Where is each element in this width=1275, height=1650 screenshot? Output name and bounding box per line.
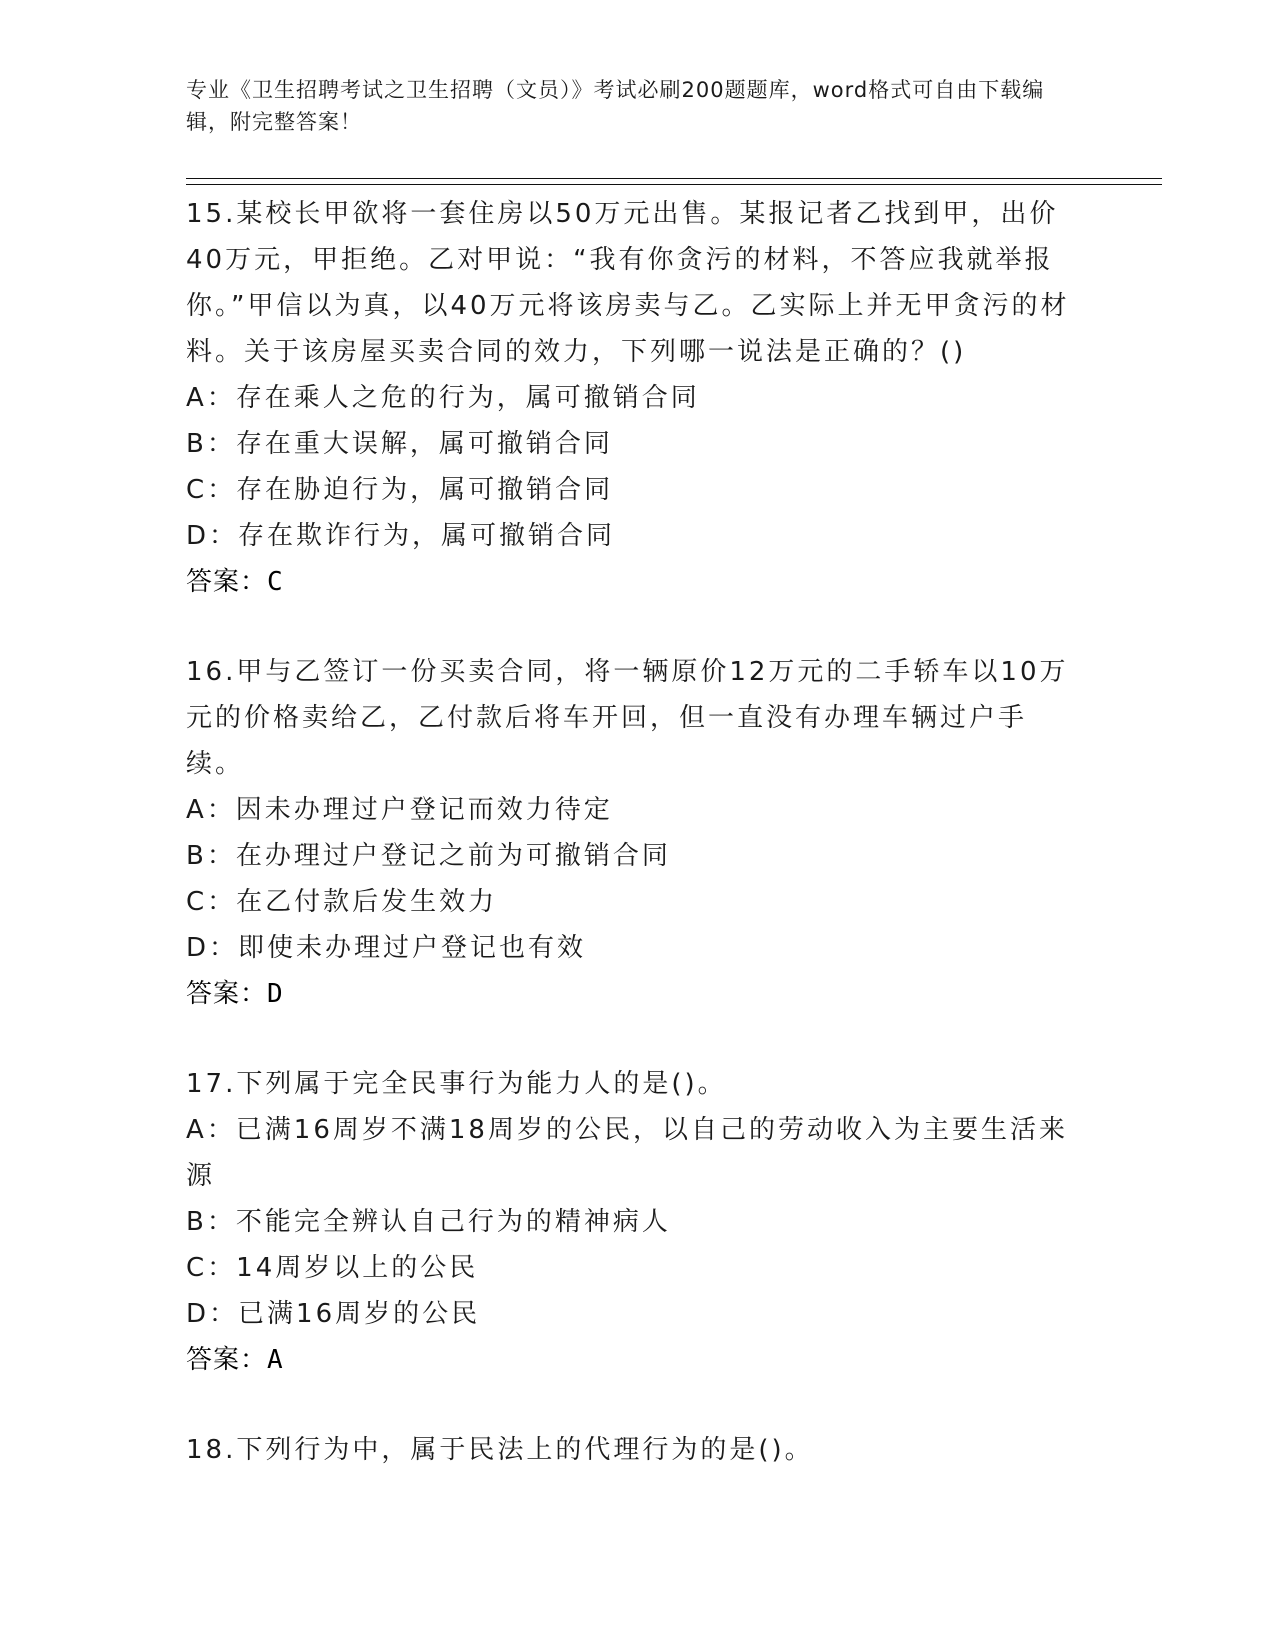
- option-d: D：即使未办理过户登记也有效: [186, 933, 587, 963]
- answer-label: 答案：: [186, 1345, 268, 1375]
- answer-value: A: [267, 1345, 284, 1375]
- answer-value: D: [267, 979, 284, 1009]
- question-list: [186, 191, 1076, 1517]
- question-stem: 18.下列行为中，属于民法上的代理行为的是()。: [186, 1435, 814, 1465]
- option-c: C：在乙付款后发生效力: [186, 887, 498, 917]
- option-b: B：存在重大误解，属可撤销合同: [186, 429, 613, 459]
- document-header: 专业《卫生招聘考试之卫生招聘（文员）》考试必刷200题题库，word格式可自由下载编辑，附完整答案！: [186, 78, 1045, 134]
- answer-line: [186, 559, 1076, 605]
- answer-line: [186, 971, 1076, 1017]
- option-c: C：存在胁迫行为，属可撤销合同: [186, 475, 614, 505]
- option-a: A：因未办理过户登记而效力待定: [186, 795, 613, 825]
- option-a: A：已满16周岁不满18周岁的公民，以自己的劳动收入为主要生活来源: [186, 1115, 1068, 1191]
- question-stem: 17.下列属于完全民事行为能力人的是()。: [186, 1069, 727, 1099]
- question-18: [186, 1427, 1076, 1473]
- header-divider-top: [186, 178, 1162, 179]
- answer-label: 答案：: [186, 979, 268, 1009]
- option-d: D：已满16周岁的公民: [186, 1299, 481, 1329]
- question-stem: 16.甲与乙签订一份买卖合同，将一辆原价12万元的二手轿车以10万元的价格卖给乙，乙付款后将车开回，但一直没有办理车辆过户手续。: [186, 657, 1069, 779]
- question-stem: 15.某校长甲欲将一套住房以50万元出售。某报记者乙找到甲，出价40万元，甲拒绝。乙对甲说：“我有你贪污的材料，不答应我就举报你。”甲信以为真，以40万元将该房卖与乙。乙实际上并无甲贪污的材料。关于该房屋买卖合同的效力，下列哪一说法是正确的？(): [186, 199, 1070, 367]
- option-b: B：不能完全辨认自己行为的精神病人: [186, 1207, 671, 1237]
- question-15: [186, 191, 1076, 605]
- option-b: B：在办理过户登记之前为可撤销合同: [186, 841, 671, 871]
- header-divider-bottom: [186, 184, 1162, 185]
- option-c: C：14周岁以上的公民: [186, 1253, 479, 1283]
- option-a: A：存在乘人之危的行为，属可撤销合同: [186, 383, 700, 413]
- answer-value: C: [267, 567, 284, 597]
- option-d: D：存在欺诈行为，属可撤销合同: [186, 521, 616, 551]
- answer-line: [186, 1337, 1076, 1383]
- answer-label: 答案：: [186, 567, 268, 597]
- question-17: [186, 1061, 1076, 1383]
- question-16: [186, 649, 1076, 1017]
